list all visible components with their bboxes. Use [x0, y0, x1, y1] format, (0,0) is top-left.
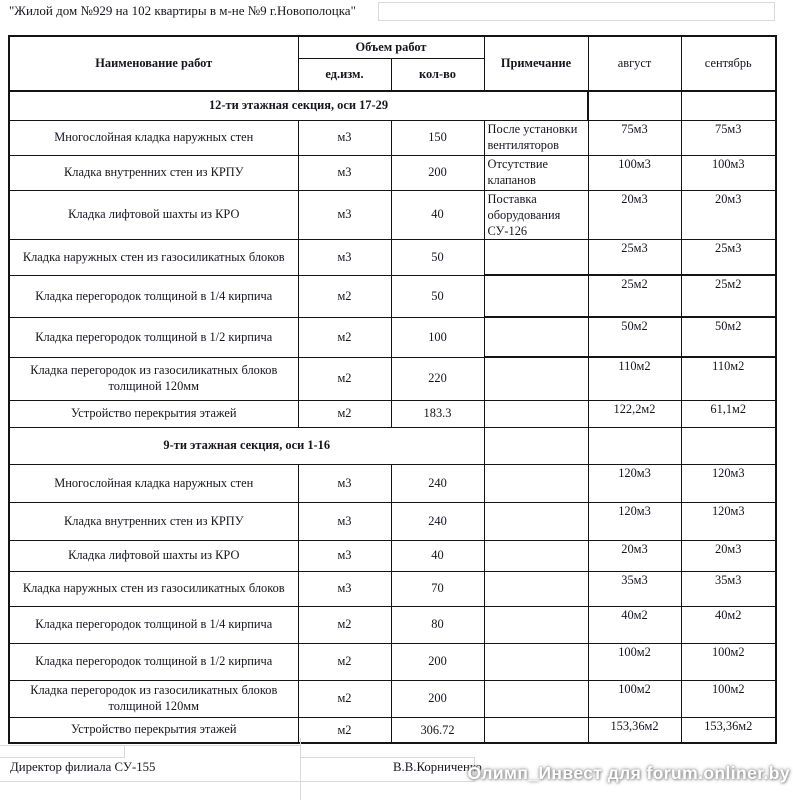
col-header-note: Примечание [484, 36, 588, 91]
september-value-cell: 25м2 [681, 275, 776, 317]
unit-cell: м3 [298, 464, 391, 502]
table-row [9, 155, 776, 190]
unit-cell: м3 [298, 540, 391, 571]
august-value-cell: 120м3 [588, 502, 681, 540]
unit-cell: м2 [298, 717, 391, 743]
section-title-cell: 12-ти этажная секция, оси 17-29 [9, 91, 588, 120]
table-row [9, 239, 776, 275]
september-value-cell: 35м3 [681, 571, 776, 606]
unit-cell: м2 [298, 606, 391, 643]
september-value-cell: 40м2 [681, 606, 776, 643]
qty-cell: 70 [391, 571, 484, 606]
table-row [9, 680, 776, 717]
section-title-cell: 9-ти этажная секция, оси 1-16 [9, 427, 484, 464]
qty-cell: 200 [391, 155, 484, 190]
table-row [9, 540, 776, 571]
table-row [9, 606, 776, 643]
note-cell [484, 400, 588, 427]
work-name-cell: Устройство перекрытия этажей [9, 400, 298, 427]
qty-cell: 183.3 [391, 400, 484, 427]
qty-cell: 40 [391, 540, 484, 571]
qty-cell: 150 [391, 120, 484, 155]
september-value-cell: 120м3 [681, 464, 776, 502]
august-value-cell: 40м2 [588, 606, 681, 643]
september-value-cell [681, 91, 776, 120]
august-value-cell: 25м3 [588, 239, 681, 275]
note-cell [484, 643, 588, 680]
table-row [9, 717, 776, 743]
table-row [9, 464, 776, 502]
september-value-cell: 25м3 [681, 239, 776, 275]
note-cell [484, 427, 588, 464]
august-value-cell: 120м3 [588, 464, 681, 502]
table-header [9, 36, 776, 91]
note-cell [484, 464, 588, 502]
note-cell: Отсутствие клапанов [484, 155, 588, 190]
qty-cell: 50 [391, 239, 484, 275]
gridline [378, 2, 379, 20]
qty-cell: 100 [391, 317, 484, 357]
note-cell [484, 275, 588, 317]
qty-cell: 240 [391, 502, 484, 540]
unit-cell: м2 [298, 317, 391, 357]
august-value-cell: 25м2 [588, 275, 681, 317]
september-value-cell: 153,36м2 [681, 717, 776, 743]
table-row [9, 643, 776, 680]
august-value-cell: 110м2 [588, 357, 681, 400]
september-value-cell: 100м2 [681, 680, 776, 717]
signature-title: Директор филиала СУ-155 [10, 760, 156, 774]
unit-cell: м3 [298, 571, 391, 606]
unit-cell: м2 [298, 275, 391, 317]
col-header-unit: ед.изм. [298, 58, 391, 91]
august-value-cell: 100м2 [588, 643, 681, 680]
work-name-cell: Кладка внутренних стен из КРПУ [9, 502, 298, 540]
work-name-cell: Кладка перегородок толщиной в 1/4 кирпича [9, 275, 298, 317]
work-name-cell: Многослойная кладка наружных стен [9, 120, 298, 155]
table-body [9, 91, 776, 743]
work-name-cell: Многослойная кладка наружных стен [9, 464, 298, 502]
unit-cell: м3 [298, 239, 391, 275]
september-value-cell: 20м3 [681, 540, 776, 571]
unit-cell: м2 [298, 680, 391, 717]
gridline [124, 745, 125, 758]
note-cell: После установки вентиляторов [484, 120, 588, 155]
unit-cell: м2 [298, 643, 391, 680]
work-name-cell: Кладка перегородок толщиной в 1/2 кирпича [9, 317, 298, 357]
work-name-cell: Кладка перегородок толщиной в 1/4 кирпича [9, 606, 298, 643]
september-value-cell: 61,1м2 [681, 400, 776, 427]
august-value-cell: 100м3 [588, 155, 681, 190]
gridline [300, 757, 474, 758]
note-cell: Поставка оборудования СУ-126 [484, 190, 588, 239]
work-name-cell: Кладка лифтовой шахты из КРО [9, 540, 298, 571]
table-row [9, 357, 776, 400]
august-value-cell: 20м3 [588, 190, 681, 239]
september-value-cell: 50м2 [681, 317, 776, 357]
qty-cell: 40 [391, 190, 484, 239]
note-cell [484, 717, 588, 743]
september-value-cell: 100м3 [681, 155, 776, 190]
table-row [9, 502, 776, 540]
gridline [0, 781, 474, 782]
september-value-cell: 110м2 [681, 357, 776, 400]
work-name-cell: Кладка лифтовой шахты из КРО [9, 190, 298, 239]
august-value-cell: 153,36м2 [588, 717, 681, 743]
work-name-cell: Кладка перегородок толщиной в 1/2 кирпича [9, 643, 298, 680]
note-cell [484, 502, 588, 540]
unit-cell: м3 [298, 190, 391, 239]
work-name-cell: Кладка внутренних стен из КРПУ [9, 155, 298, 190]
qty-cell: 240 [391, 464, 484, 502]
table-row [9, 317, 776, 357]
august-value-cell: 50м2 [588, 317, 681, 357]
september-value-cell: 100м2 [681, 643, 776, 680]
unit-cell: м3 [298, 502, 391, 540]
col-header-august: август [588, 36, 681, 91]
september-value-cell [681, 427, 776, 464]
note-cell [484, 317, 588, 357]
work-name-cell: Кладка наружных стен из газосиликатных блоков [9, 571, 298, 606]
col-header-volume-group: Объем работ [298, 36, 484, 58]
work-name-cell: Устройство перекрытия этажей [9, 717, 298, 743]
note-cell [484, 239, 588, 275]
gridline [378, 20, 775, 21]
work-name-cell: Кладка наружных стен из газосиликатных блоков [9, 239, 298, 275]
qty-cell: 200 [391, 643, 484, 680]
qty-cell: 50 [391, 275, 484, 317]
note-cell [484, 357, 588, 400]
august-value-cell: 100м2 [588, 680, 681, 717]
document-title: "Жилой дом №929 на 102 квартиры в м-не №9 г.Новополоцка" [9, 3, 356, 18]
september-value-cell: 120м3 [681, 502, 776, 540]
unit-cell: м3 [298, 155, 391, 190]
col-header-qty: кол-во [391, 58, 484, 91]
note-cell [484, 606, 588, 643]
qty-cell: 306.72 [391, 717, 484, 743]
gridline [774, 2, 775, 20]
qty-cell: 220 [391, 357, 484, 400]
watermark-text: Олимп_Инвест для forum.onliner.by [467, 763, 790, 783]
qty-cell: 80 [391, 606, 484, 643]
work-name-cell: Кладка перегородок из газосиликатных блоков толщиной 120мм [9, 357, 298, 400]
unit-cell: м3 [298, 120, 391, 155]
august-value-cell: 35м3 [588, 571, 681, 606]
gridline [0, 745, 301, 746]
gridline [300, 738, 301, 800]
table-row [9, 571, 776, 606]
gridline [378, 2, 775, 3]
note-cell [484, 680, 588, 717]
table-row [9, 190, 776, 239]
august-value-cell: 122,2м2 [588, 400, 681, 427]
august-value-cell: 20м3 [588, 540, 681, 571]
unit-cell: м2 [298, 357, 391, 400]
august-value-cell [588, 91, 681, 120]
september-value-cell: 20м3 [681, 190, 776, 239]
unit-cell: м2 [298, 400, 391, 427]
qty-cell: 200 [391, 680, 484, 717]
signature-name: В.В.Корниченко [393, 760, 482, 774]
table-row [9, 120, 776, 155]
col-header-september: сентябрь [681, 36, 776, 91]
table-row [9, 275, 776, 317]
note-cell [484, 540, 588, 571]
work-schedule-table [8, 35, 777, 744]
table-row [9, 400, 776, 427]
september-value-cell: 75м3 [681, 120, 776, 155]
col-header-name: Наименование работ [9, 36, 298, 91]
august-value-cell [588, 427, 681, 464]
august-value-cell: 75м3 [588, 120, 681, 155]
work-name-cell: Кладка перегородок из газосиликатных блоков толщиной 120мм [9, 680, 298, 717]
note-cell [484, 571, 588, 606]
gridline [0, 757, 124, 758]
